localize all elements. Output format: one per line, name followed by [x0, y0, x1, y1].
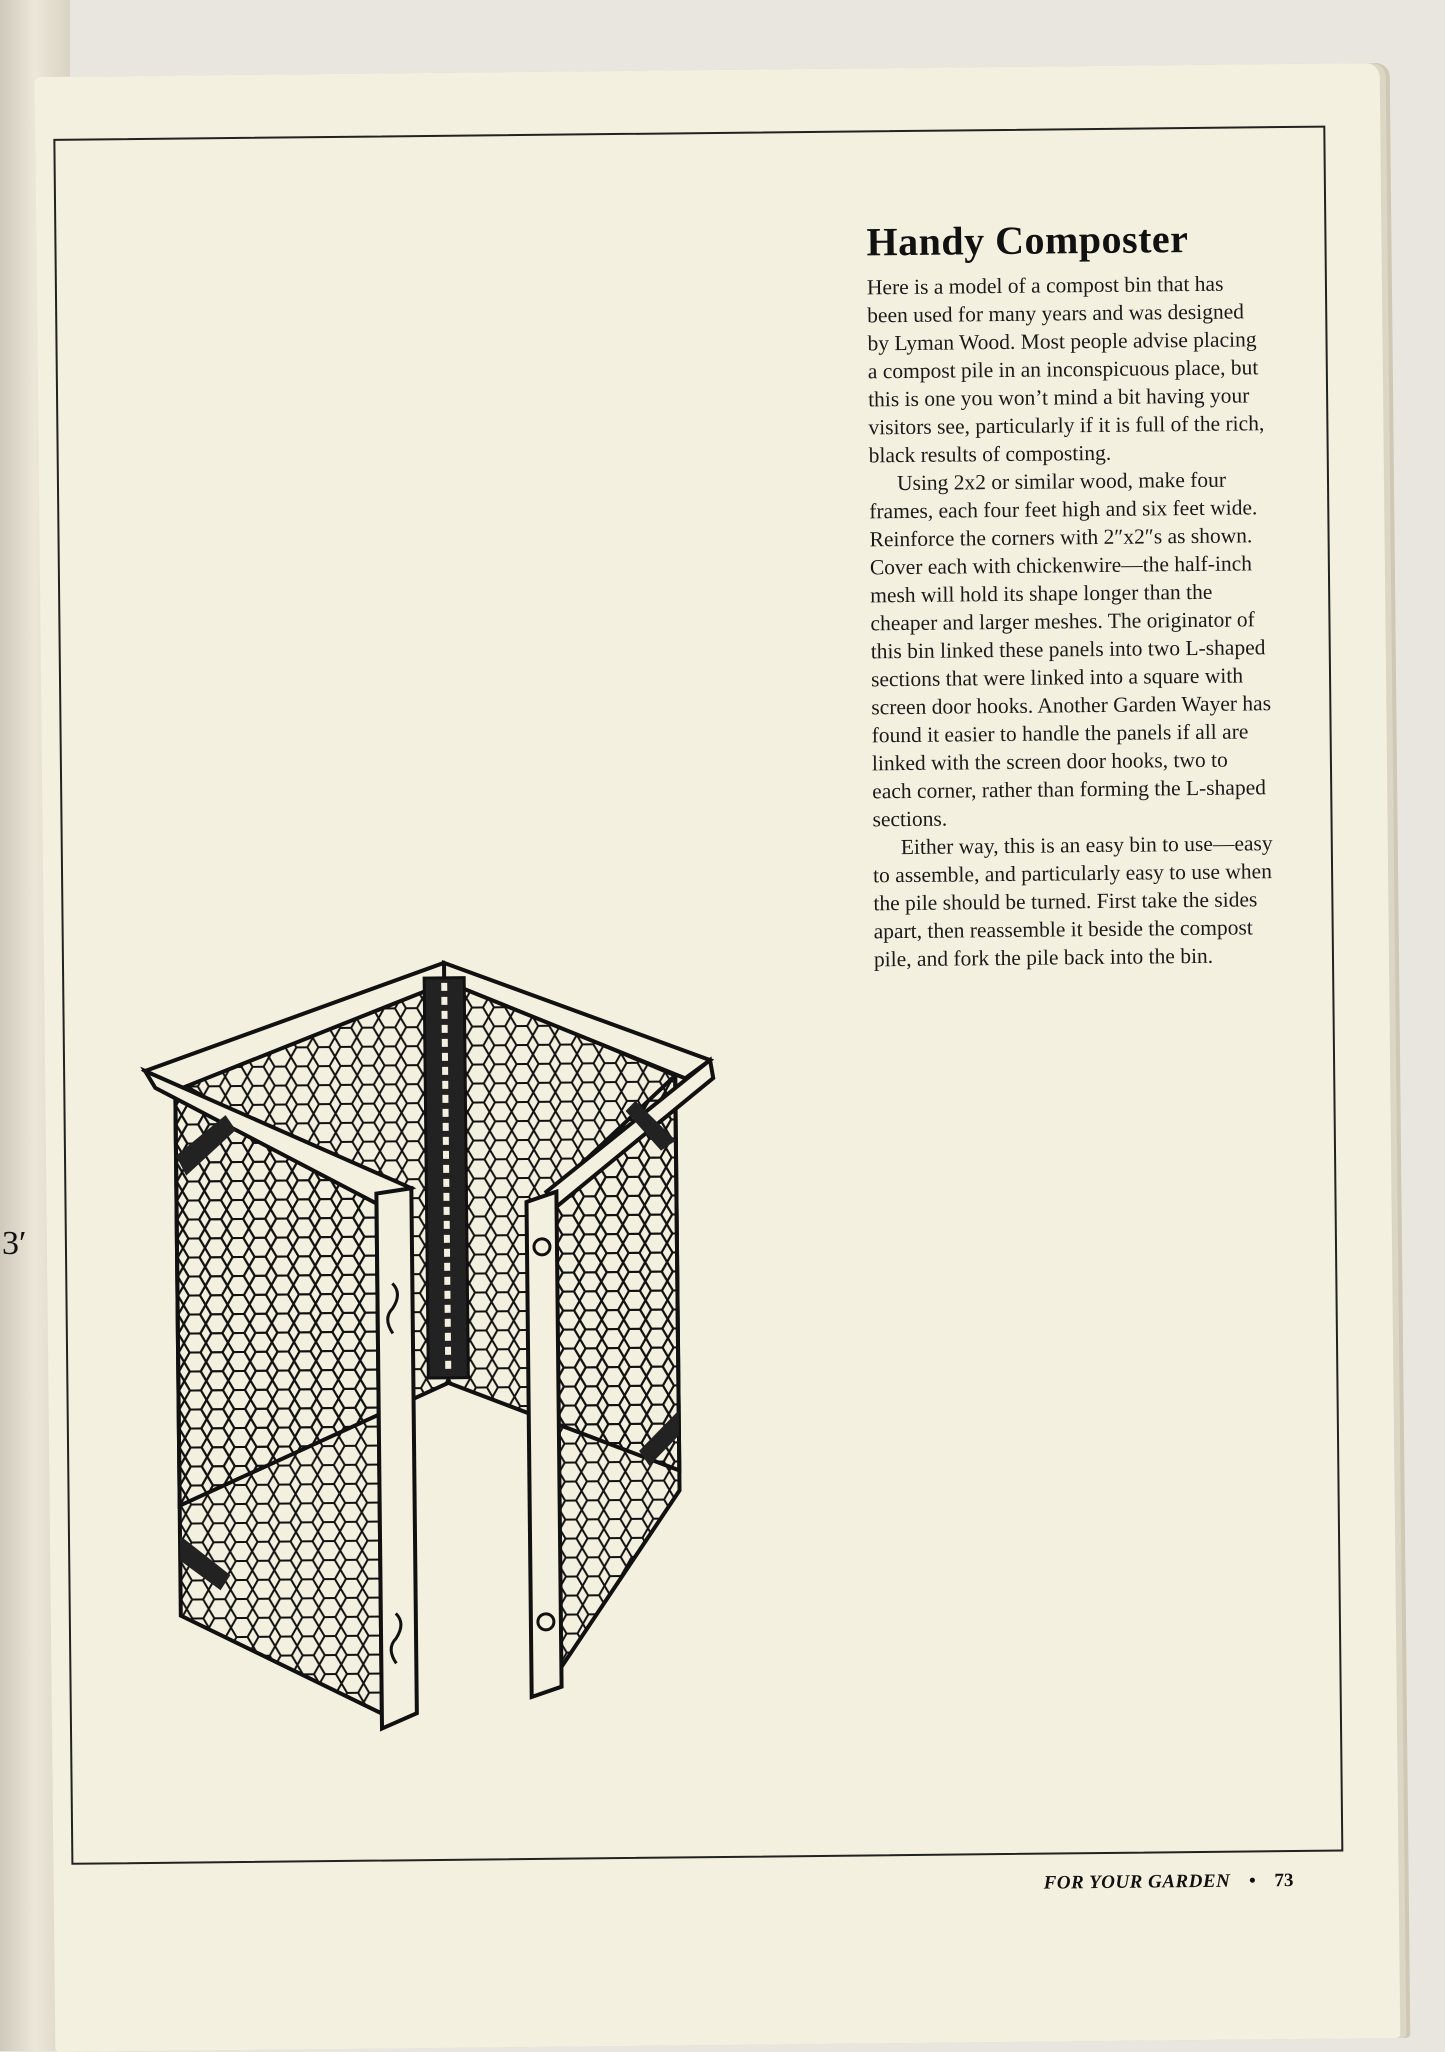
page-number: 73 — [1274, 1870, 1294, 1892]
paragraph-usage: Either way, this is an easy bin to use—easy to assemble, and particularly easy to use when the pile should be turned. First take the sides apart, then reassemble it beside the compost pile, and fork the pile back into the bin. — [872, 831, 1273, 972]
compost-bin-drawing-icon — [113, 908, 882, 1756]
page-footer — [1044, 1870, 1294, 1895]
article-body — [867, 269, 1274, 973]
paragraph-instructions: Using 2x2 or similar wood, make four frames, each four feet high and six feet wide. Reinforce the corners with 2″x2″s as shown. Cover each with chickenwire—the half-inch mesh will hold its shape longer than the cheaper and larger meshes. The originator of this bin linked these panels into two L-shaped sections that were linked into a square with screen door hooks. Another Garden Wayer has found it easier to handle the panels if all are linked with the screen door hooks, two to each corner, rather than forming the L-shaped sections. — [869, 467, 1272, 832]
footer-section-title: FOR YOUR GARDEN — [1043, 1870, 1231, 1894]
footer-bullet: • — [1248, 1870, 1256, 1892]
book-page — [35, 63, 1401, 2052]
paragraph-intro: Here is a model of a compost bin that has been used for many years and was designed by Lyman Wood. Most people advise placing a compost pile in an inconspicuous place, but this is one you won’t mind a bit having your visitors see, particularly if it is full of the rich, black results of composting. — [866, 271, 1265, 468]
article-title: Handy Composter — [866, 216, 1189, 265]
left-page-dimension-label: 3′ — [2, 1225, 27, 1262]
